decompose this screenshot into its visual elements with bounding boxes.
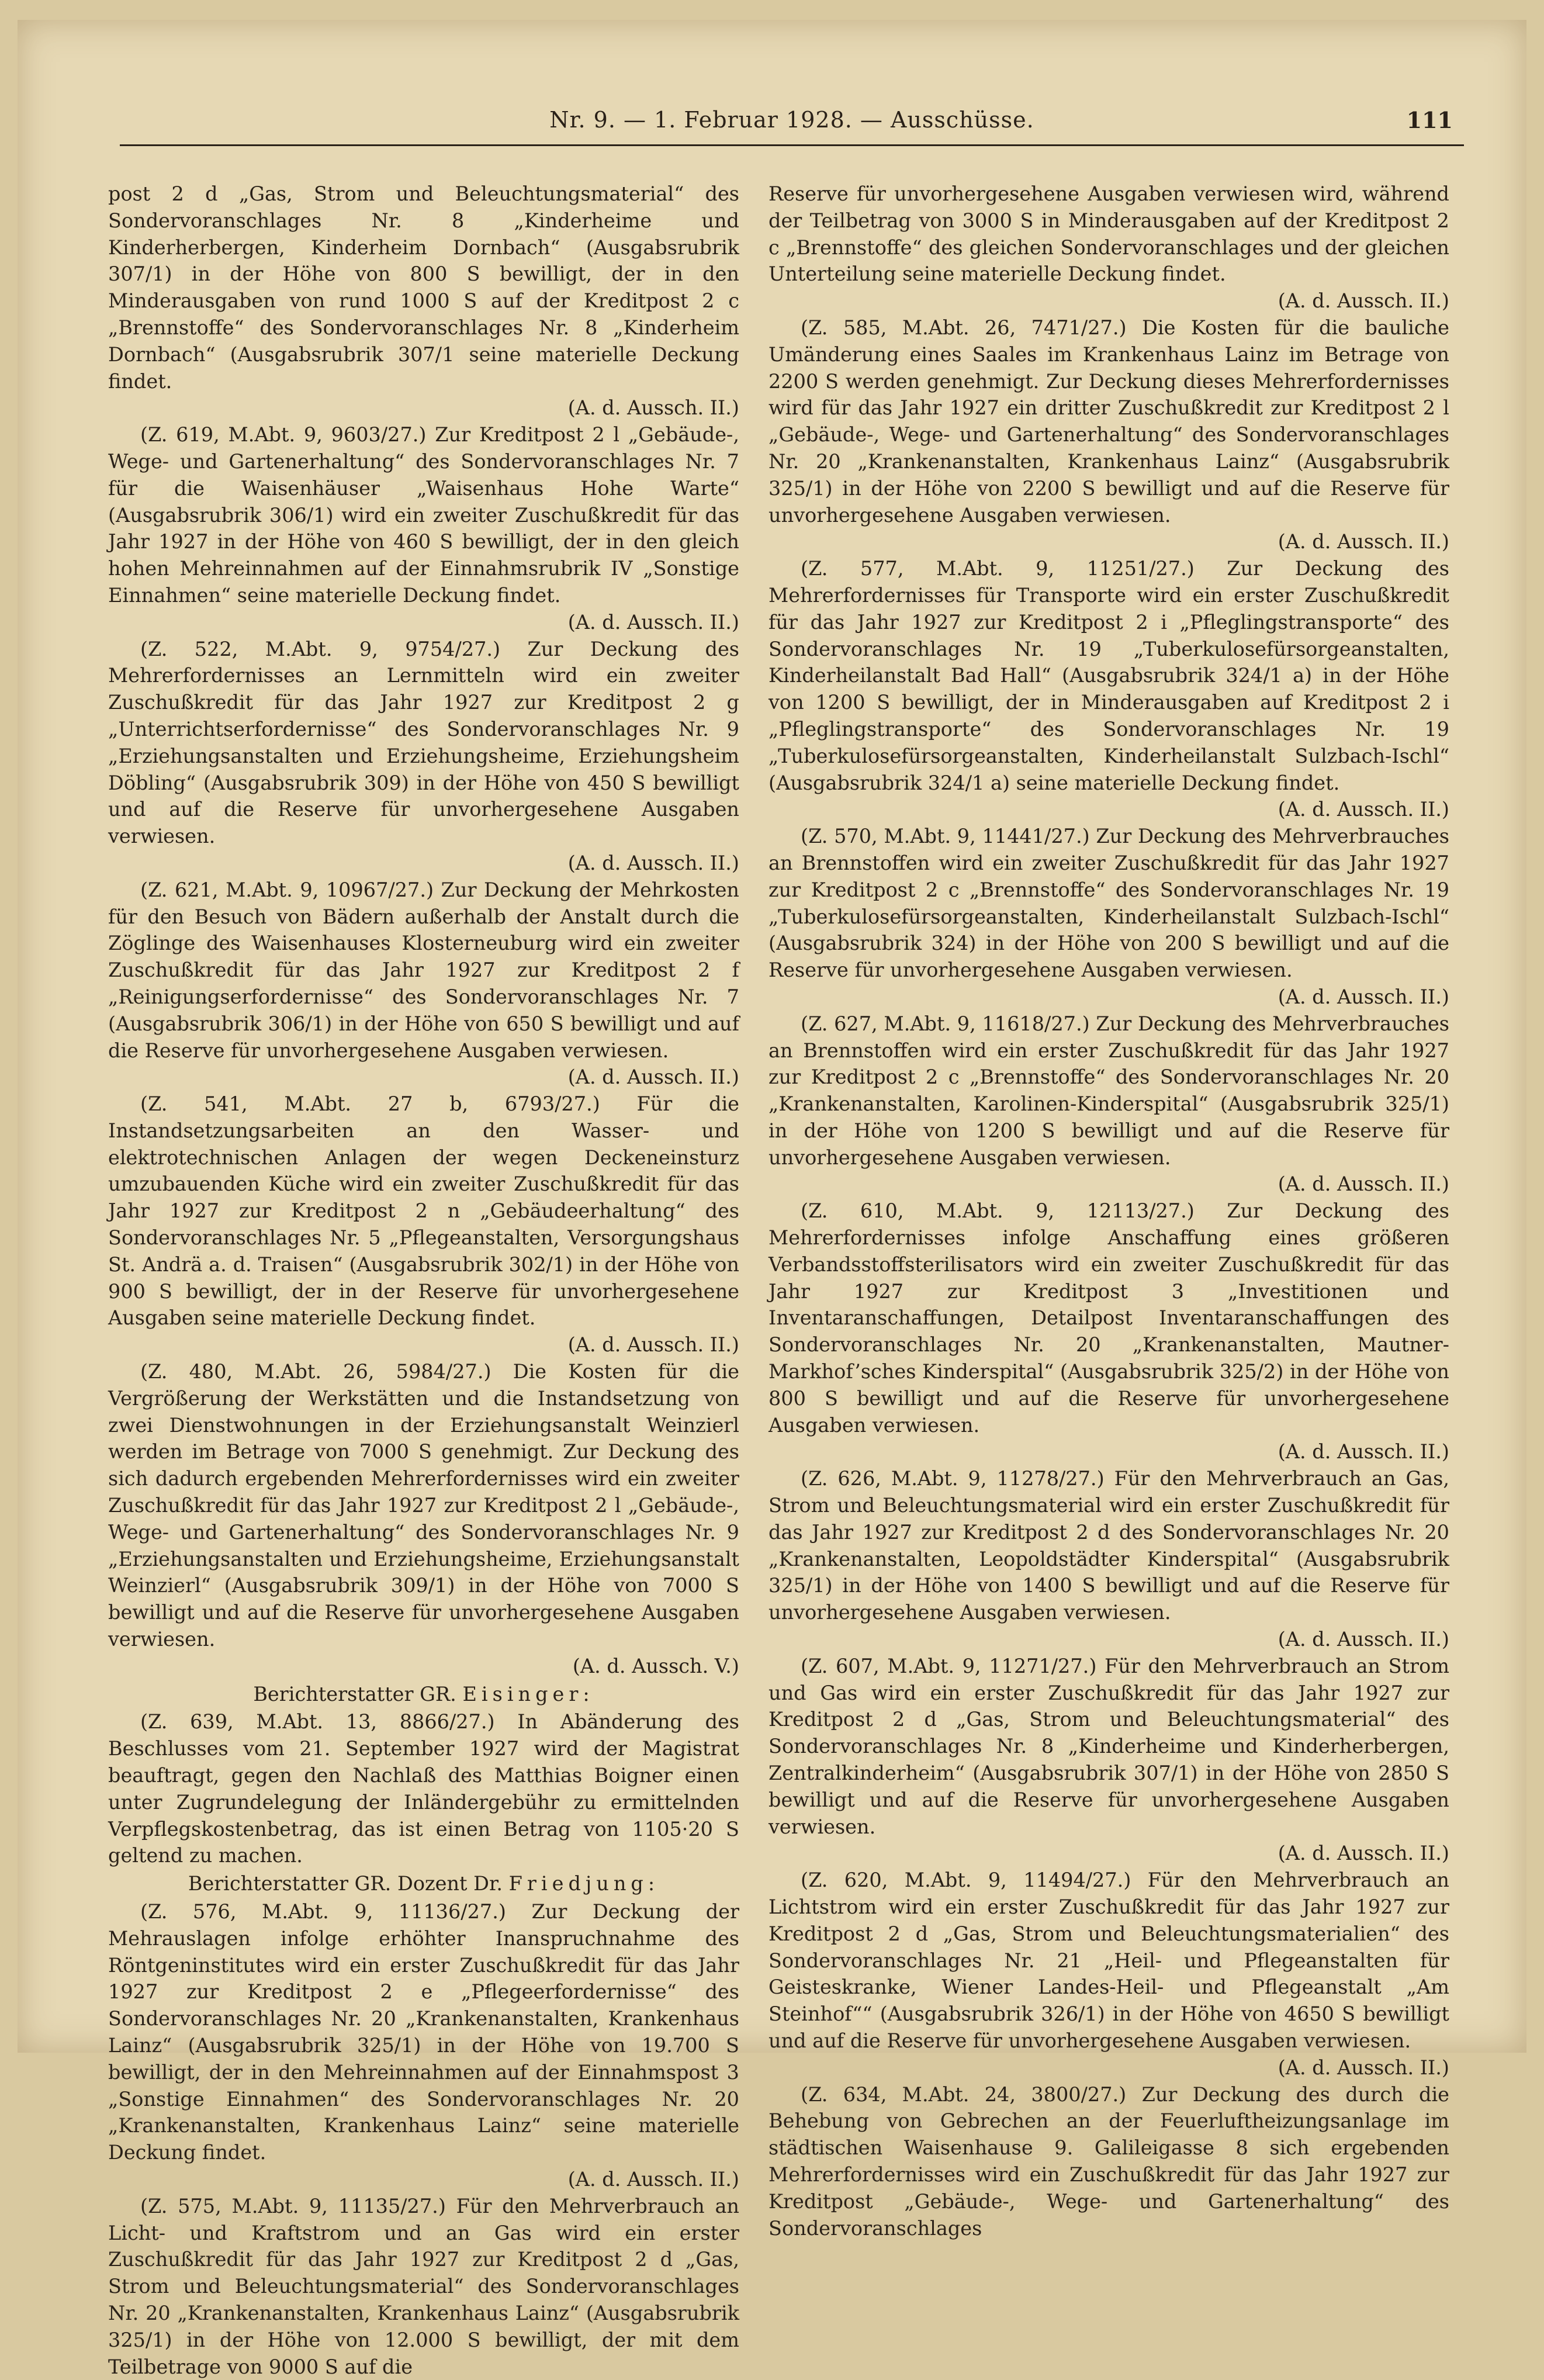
paragraph: (Z. 607, M.Abt. 9, 11271/27.) Für den Mehrverbrauch an Strom und Gas wird ein erster Zuschußkredit für das Jahr 1927 zur Kreditpost 2 d „Gas, Strom und Beleuchtungsmaterial“ des Sondervoranschlages Nr. 8 „Kinderheime und Kinderherbergen, Zentralkinderheim“ (Ausgabsrubrik 307/1) in der Höhe von 2850 S bewilligt und auf die Reserve für unvorhergesehene Ausgaben verwiesen.	[768, 1654, 1449, 1838]
paragraph: (Z. 480, M.Abt. 26, 5984/27.) Die Kosten für die Vergrößerung der Werkstätten und die Instandsetzung von zwei Dienstwohnungen in der Erziehungsanstalt Weinzierl werden im Betrage von 7000 S genehmigt. Zur Deckung des sich dadurch ergebenden Mehrerfordernisses wird ein zweiter Zuschußkredit für das Jahr 1927 zur Kreditpost 2 l „Gebäude-, Wege- und Gartenerhaltung“ des Sondervoranschlages Nr. 9 „Erziehungsanstalten und Erziehungsheime, Erziehungsanstalt Weinzierl“ (Ausgabsrubrik 309/1) in der Höhe von 7000 S bewilligt und auf die Reserve für unvorhergesehene Ausgaben verwiesen.	[108, 1360, 739, 1651]
paragraph: (Z. 585, M.Abt. 26, 7471/27.) Die Kosten für die bauliche Umänderung eines Saales im Krankenhaus Lainz im Betrage von 2200 S werden genehmigt. Zur Deckung dieses Mehrerfordernisses wird für das Jahr 1927 ein dritter Zuschußkredit zur Kreditpost 2 l „Gebäude-, Wege- und Gartenerhaltung“ des Sondervoranschlages Nr. 20 „Krankenanstalten, Krankenhaus Lainz“ (Ausgabsrubrik 325/1) in der Höhe von 2200 S bewilligt und auf die Reserve für unvorhergesehene Ausgaben verwiesen.	[768, 316, 1449, 527]
paragraph: (Z. 610, M.Abt. 9, 12113/27.) Zur Deckung des Mehrerfordernisses infolge Anschaffung eines größeren Verbandsstoffsterilisators wird ein zweiter Zuschußkredit für das Jahr 1927 zur Kreditpost 3 „Investitionen und Inventaranschaffungen, Detailpost Inventaranschaffungen des Sondervoranschlages Nr. 20 „Krankenanstalten, Mautner-Markhof’sches Kinderspital“ (Ausgabsrubrik 325/2) in der Höhe von 800 S bewilligt und auf die Reserve für unvorhergesehene Ausgaben verwiesen.	[768, 1199, 1449, 1437]
paragraph: (Z. 626, M.Abt. 9, 11278/27.) Für den Mehrverbrauch an Gas, Strom und Beleuchtungsmaterial wird ein erster Zuschußkredit für das Jahr 1927 zur Kreditpost 2 d des Sondervoranschlages Nr. 20 „Krankenanstalten, Leopoldstädter Kinderspital“ (Ausgabsrubrik 325/1) in der Höhe von 1400 S bewilligt und auf die Reserve für unvorhergesehene Ausgaben verwiesen.	[768, 1467, 1449, 1624]
running-title: Nr. 9. — 1. Februar 1928. — Ausschüsse.	[549, 107, 1034, 133]
committee-reference: (A. d. Aussch. II.)	[567, 1066, 739, 1089]
paragraph: (Z. 541, M.Abt. 27 b, 6793/27.) Für die Instandsetzungsarbeiten an den Wasser- und elektrotechnischen Anlagen der wegen Deckeneinsturz umzubauenden Küche wird ein zweiter Zuschußkredit für das Jahr 1927 zur Kreditpost 2 n „Gebäudeerhaltung“ des Sondervoranschlages Nr. 5 „Pflegeanstalten, Versorgungshaus St. Andrä a. d. Traisen“ (Ausgabsrubrik 302/1) in der Höhe von 900 S bewilligt, der in der Reserve für unvorhergesehene Ausgaben seine materielle Deckung findet.	[108, 1092, 739, 1330]
paragraph: (Z. 634, M.Abt. 24, 3800/27.) Zur Deckung des durch die Behebung von Gebrechen an der Feuerluftheizungsanlage im städtischen Waisenhause 9. Galileigasse 8 sich ergebenden Mehrerfordernisses wird ein Zuschußkredit für das Jahr 1927 zur Kreditpost „Gebäude-, Wege- und Gartenerhaltung“ des Sondervoranschlages	[768, 2082, 1449, 2240]
committee-reference: (A. d. Aussch. II.)	[1278, 530, 1449, 554]
rapporteur-heading	[108, 1870, 739, 1897]
committee-reference: (A. d. Aussch. II.)	[1278, 289, 1449, 313]
left-column	[108, 181, 739, 2380]
rapporteur-title: Berichterstatter GR. Dozent Dr.	[188, 1872, 503, 1895]
committee-reference: (A. d. Aussch. II.)	[1278, 1440, 1449, 1464]
committee-reference: (A. d. Aussch. II.)	[567, 1333, 739, 1357]
committee-reference: (A. d. Aussch. II.)	[567, 2167, 739, 2191]
committee-reference: (A. d. Aussch. II.)	[567, 610, 739, 634]
committee-reference: (A. d. Aussch. II.)	[1278, 1628, 1449, 1651]
page-number: 111	[1406, 107, 1453, 133]
paragraph: post 2 d „Gas, Strom und Beleuchtungsmaterial“ des Sondervoranschlages Nr. 8 „Kinderheime und Kinderherbergen, Kinderheim Dornbach“ (Ausgabsrubrik 307/1) in der Höhe von 800 S bewilligt, der in den Minderausgaben von rund 1000 S auf der Kreditpost 2 c „Brennstoffe“ des Sondervoranschlages Nr. 8 „Kinderheim Dornbach“ (Ausgabsrubrik 307/1 seine materielle Deckung findet.	[108, 182, 739, 393]
rapporteur-name: Friedjung:	[508, 1872, 660, 1895]
paper-sheet	[18, 20, 1526, 2378]
paragraph: Reserve für unvorhergesehene Ausgaben verwiesen wird, während der Teilbetrag von 3000 S in Minderausgaben auf der Kreditpost 2 c „Brennstoffe“ des gleichen Sondervoranschlages und der gleichen Unterteilung seine materielle Deckung findet.	[768, 182, 1449, 286]
rapporteur-name: Eisinger:	[462, 1682, 594, 1706]
paragraph: (Z. 522, M.Abt. 9, 9754/27.) Zur Deckung des Mehrerfordernisses an Lernmitteln wird ein zweiter Zuschußkredit für das Jahr 1927 zur Kreditpost 2 g „Unterrichtserfordernisse“ des Sondervoranschlages Nr. 9 „Erziehungsanstalten und Erziehungsheime, Erziehungsheim Döbling“ (Ausgabsrubrik 309) in der Höhe von 450 S bewilligt und auf die Reserve für unvorhergesehene Ausgaben verwiesen.	[108, 637, 739, 848]
committee-reference: (A. d. Aussch. V.)	[572, 1654, 739, 1677]
paragraph: (Z. 570, M.Abt. 9, 11441/27.) Zur Deckung des Mehrverbrauches an Brennstoffen wird ein zweiter Zuschußkredit für das Jahr 1927 zur Kreditpost 2 c „Brennstoffe“ des Sondervoranschlages Nr. 19 „Tuberkulosefürsorgeanstalten, Kinderheilanstalt Sulzbach-Ischl“ (Ausgabsrubrik 324) in der Höhe von 200 S bewilligt und auf die Reserve für unvorhergesehene Ausgaben verwiesen.	[768, 825, 1449, 982]
committee-reference: (A. d. Aussch. II.)	[567, 396, 739, 420]
committee-reference: (A. d. Aussch. II.)	[1278, 2056, 1449, 2079]
committee-reference: (A. d. Aussch. II.)	[1278, 798, 1449, 821]
paragraph: (Z. 576, M.Abt. 9, 11136/27.) Zur Deckung der Mehrauslagen infolge erhöhter Inanspruchnahme des Röntgeninstitutes wird ein erster Zuschußkredit für das Jahr 1927 zur Kreditpost 2 e „Pflegeerfordernisse“ des Sondervoranschlages Nr. 20 „Krankenanstalten, Krankenhaus Lainz“ (Ausgabsrubrik 325/1) in der Höhe von 19.700 S bewilligt, der in den Mehreinnahmen auf der Einnahmspost 3 „Sonstige Einnahmen“ des Sondervoranschlages Nr. 20 „Krankenanstalten, Krankenhaus Lainz“ seine materielle Deckung findet.	[108, 1900, 739, 2164]
header-rule	[120, 144, 1464, 146]
rapporteur-heading	[108, 1681, 739, 1708]
paragraph: (Z. 619, M.Abt. 9, 9603/27.) Zur Kreditpost 2 l „Gebäude-, Wege- und Gartenerhaltung“ des Sondervoranschlages Nr. 7 für die Waisenhäuser „Waisenhaus Hohe Warte“ (Ausgabsrubrik 306/1) wird ein zweiter Zuschußkredit für das Jahr 1927 in der Höhe von 460 S bewilligt, der in den gleich hohen Mehreinnahmen auf der Einnahmsrubrik IV „Sonstige Einnahmen“ seine materielle Deckung findet.	[108, 423, 739, 607]
committee-reference: (A. d. Aussch. II.)	[1278, 1842, 1449, 1865]
paragraph: (Z. 621, M.Abt. 9, 10967/27.) Zur Deckung der Mehrkosten für den Besuch von Bädern außerhalb der Anstalt durch die Zöglinge des Waisenhauses Klosterneuburg wird ein zweiter Zuschußkredit für das Jahr 1927 zur Kreditpost 2 f „Reinigungserfordernisse“ des Sondervoranschlages Nr. 7 (Ausgabsrubrik 306/1) in der Höhe von 650 S bewilligt und auf die Reserve für unvorhergesehene Ausgaben verwiesen.	[108, 878, 739, 1062]
right-column	[768, 181, 1449, 2241]
paragraph: (Z. 639, M.Abt. 13, 8866/27.) In Abänderung des Beschlusses vom 21. September 1927 wird der Magistrat beauftragt, gegen den Nachlaß des Matthias Boigner einen unter Zugrundelegung der Inländergebühr zu ermittelnden Verpflegskostenbetrag, das ist einen Betrag von 1105·20 S geltend zu machen.	[108, 1710, 739, 1867]
page-header	[129, 105, 1455, 146]
document-page	[108, 105, 1455, 2378]
committee-reference: (A. d. Aussch. II.)	[567, 851, 739, 874]
paragraph: (Z. 627, M.Abt. 9, 11618/27.) Zur Deckung des Mehrverbrauches an Brennstoffen wird ein erster Zuschußkredit für das Jahr 1927 zur Kreditpost 2 c „Brennstoffe“ des Sondervoranschlages Nr. 20 „Krankenanstalten, Karolinen-Kinderspital“ (Ausgabsrubrik 325/1) in der Höhe von 1200 S bewilligt und auf die Reserve für unvorhergesehene Ausgaben verwiesen.	[768, 1012, 1449, 1169]
committee-reference: (A. d. Aussch. II.)	[1278, 1172, 1449, 1196]
committee-reference: (A. d. Aussch. II.)	[1278, 985, 1449, 1008]
paragraph: (Z. 577, M.Abt. 9, 11251/27.) Zur Deckung des Mehrerfordernisses für Transporte wird ein erster Zuschußkredit für das Jahr 1927 zur Kreditpost 2 i „Pfleglingstransporte“ des Sondervoranschlages Nr. 19 „Tuberkulosefürsorgeanstalten, Kinderheilanstalt Bad Hall“ (Ausgabsrubrik 324/1 a) in der Höhe von 1200 S bewilligt, der in Minderausgaben auf Kreditpost 2 i „Pfleglingstransporte“ des Sondervoranschlages Nr. 19 „Tuberkulosefürsorgeanstalten, Kinderheilanstalt Sulzbach-Ischl“ (Ausgabsrubrik 324/1 a) seine materielle Deckung findet.	[768, 557, 1449, 794]
rapporteur-title: Berichterstatter GR.	[253, 1682, 456, 1706]
paragraph: (Z. 575, M.Abt. 9, 11135/27.) Für den Mehrverbrauch an Licht- und Kraftstrom und an Gas wird ein erster Zuschußkredit für das Jahr 1927 zur Kreditpost 2 d „Gas, Strom und Beleuchtungsmaterial“ des Sondervoranschlages Nr. 20 „Krankenanstalten, Krankenhaus Lainz“ (Ausgabsrubrik 325/1) in der Höhe von 12.000 S bewilligt, der mit dem Teilbetrage von 9000 S auf die	[108, 2194, 739, 2378]
paragraph: (Z. 620, M.Abt. 9, 11494/27.) Für den Mehrverbrauch an Lichtstrom wird ein erster Zuschußkredit für das Jahr 1927 zur Kreditpost 2 d „Gas, Strom und Beleuchtungsmaterialien“ des Sondervoranschlages Nr. 21 „Heil- und Pflegeanstalten für Geisteskranke, Wiener Landes-Heil- und Pflegeanstalt „Am Steinhof““ (Ausgabsrubrik 326/1) in der Höhe von 4650 S bewilligt und auf die Reserve für unvorhergesehene Ausgaben verwiesen.	[768, 1869, 1449, 2052]
